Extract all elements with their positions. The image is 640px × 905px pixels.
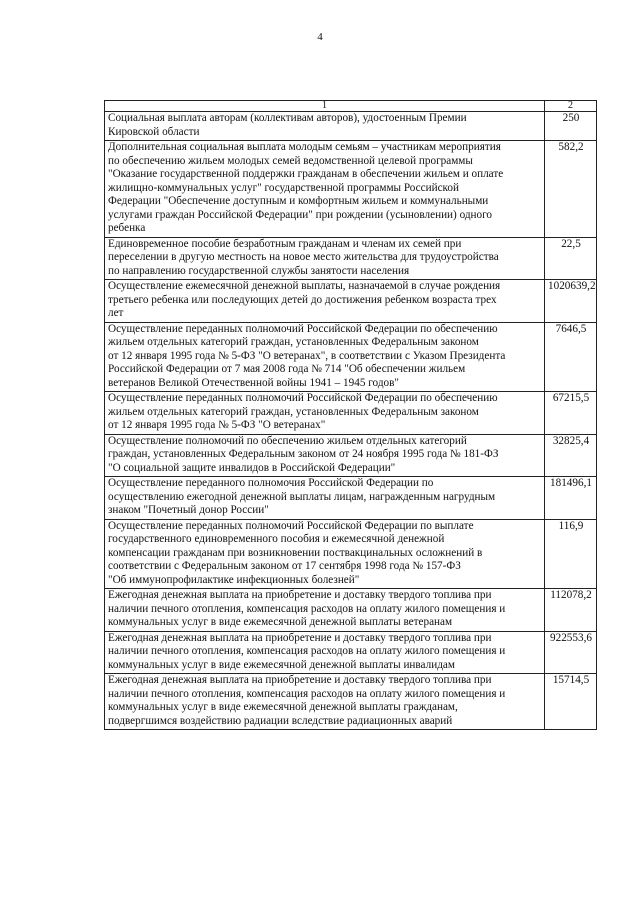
table-row [105,322,597,392]
table-row [105,674,597,730]
table-body [105,112,597,730]
row-value: 922553,6 [545,631,597,674]
row-value: 1020639,2 [545,280,597,323]
table-row [105,237,597,280]
table-row [105,434,597,477]
description-line: компенсации гражданам при возникновении поствакцинальных осложнений в [108,546,483,559]
row-description [105,477,545,520]
description-line: Ежегодная денежная выплата на приобретение и доставку твердого топлива при [108,589,492,601]
description-line: коммунальных услуг в виде ежемесячной денежной выплаты ветеранам [108,616,453,628]
description-line: Федерации "Обеспечение доступным и комфортным жильем и коммунальными [108,195,489,207]
column-header-description: 1 [105,101,545,112]
row-value: 582,2 [545,141,597,238]
page-number: 4 [317,31,323,43]
table-row [105,392,597,435]
description-line: знаком "Почетный донор России" [108,504,269,516]
description-line: коммунальных услуг в виде ежемесячной денежной выплаты гражданам, [108,701,458,713]
description-line: ветеранов Великой Отечественной войны 1941 – 1945 годов" [108,376,399,389]
description-line: Осуществление переданных полномочий Российской Федерации по выплате [108,519,474,532]
description-line: переселении в другую местность на новое место жительства для трудоустройства [108,251,499,263]
description-line: Осуществление переданного полномочия Российской Федерации по [108,477,434,489]
row-description [105,519,545,589]
description-line: "О социальной защите инвалидов в Российской Федерации" [108,461,396,474]
row-value: 32825,4 [545,434,597,477]
table-row [105,280,597,323]
row-value: 116,9 [545,519,597,589]
description-line: Единовременное пособие безработным гражданам и членам их семей при [108,237,462,250]
description-line: осуществлению ежегодной денежной выплаты лицам, награжденным нагрудным [108,490,496,503]
description-line: Российской Федерации от 7 мая 2008 года № 714 "Об обеспечении жильем [108,363,466,375]
description-line: Дополнительная социальная выплата молодым семьям – участникам мероприятия [108,141,501,153]
row-description [105,280,545,323]
row-value: 67215,5 [545,392,597,435]
description-line: лет [108,307,124,319]
description-line: "Об иммунопрофилактике инфекционных болезней" [108,573,360,586]
description-line: соответствии с Федеральным законом от 17 сентября 1998 года № 157-ФЗ [108,560,461,572]
row-value: 22,5 [545,237,597,280]
description-line: коммунальных услуг в виде ежемесячной денежной выплаты инвалидам [108,658,455,671]
table-header-row [105,101,597,112]
description-line: наличии печного отопления, компенсация расходов на оплату жилого помещения и [108,687,506,700]
column-header-value: 2 [545,101,597,112]
description-line: жильем отдельных категорий граждан, установленных Федеральным законом [108,405,479,418]
description-line: Социальная выплата авторам (коллективам авторов), удостоенным Премии [108,112,467,124]
description-line: граждан, установленных Федеральным законом от 24 ноября 1995 года № 181-ФЗ [108,448,499,460]
row-value: 181496,1 [545,477,597,520]
description-line: третьего ребенка или последующих детей до достижения ребенком возраста трех [108,293,497,306]
table-row [105,589,597,632]
row-description [105,589,545,632]
description-line: от 12 января 1995 года № 5-ФЗ "О ветеранах" [108,419,326,431]
description-line: Кировской области [108,125,200,138]
row-description [105,322,545,392]
description-line: от 12 января 1995 года № 5-ФЗ "О ветеранах", в соответствии с Указом Президента [108,349,506,362]
description-line: подвергшимся воздействию радиации вследствие радиационных аварий [108,714,453,727]
description-line: по направлению государственной службы занятости населения [108,264,410,277]
description-line: Осуществление ежемесячной денежной выплаты, назначаемой в случае рождения [108,280,501,292]
description-line: Осуществление переданных полномочий Российской Федерации по обеспечению [108,322,498,335]
description-line: Осуществление полномочий по обеспечению жильем отдельных категорий [108,434,467,447]
table-row [105,477,597,520]
row-value: 7646,5 [545,322,597,392]
description-line: Ежегодная денежная выплата на приобретение и доставку твердого топлива при [108,674,492,686]
description-line: ребенка [108,222,146,234]
table-row [105,631,597,674]
row-value: 112078,2 [545,589,597,632]
row-value: 250 [545,112,597,141]
budget-table [104,100,597,730]
description-line: по обеспечению жильем молодых семей ведомственной целевой программы [108,154,473,167]
description-line: услугами граждан Российской Федерации" при рождении (усыновлении) одного [108,208,493,221]
row-description [105,237,545,280]
description-line: жилищно-коммунальных услуг" государственной программы Российской [108,181,459,194]
description-line: "Оказание государственной поддержки гражданам в обеспечении жильем и оплате [108,168,504,180]
row-value: 15714,5 [545,674,597,730]
row-description [105,112,545,141]
description-line: жильем отдельных категорий граждан, установленных Федеральным законом [108,336,479,348]
row-description [105,141,545,238]
description-line: Осуществление переданных полномочий Российской Федерации по обеспечению [108,392,498,404]
description-line: наличии печного отопления, компенсация расходов на оплату жилого помещения и [108,645,506,657]
row-description [105,434,545,477]
description-line: государственного единовременного пособия и ежемесячной денежной [108,533,445,545]
row-description [105,631,545,674]
table-row [105,141,597,238]
description-line: наличии печного отопления, компенсация расходов на оплату жилого помещения и [108,602,506,615]
table-row [105,112,597,141]
description-line: Ежегодная денежная выплата на приобретение и доставку твердого топлива при [108,631,492,644]
row-description [105,392,545,435]
table-row [105,519,597,589]
row-description [105,674,545,730]
